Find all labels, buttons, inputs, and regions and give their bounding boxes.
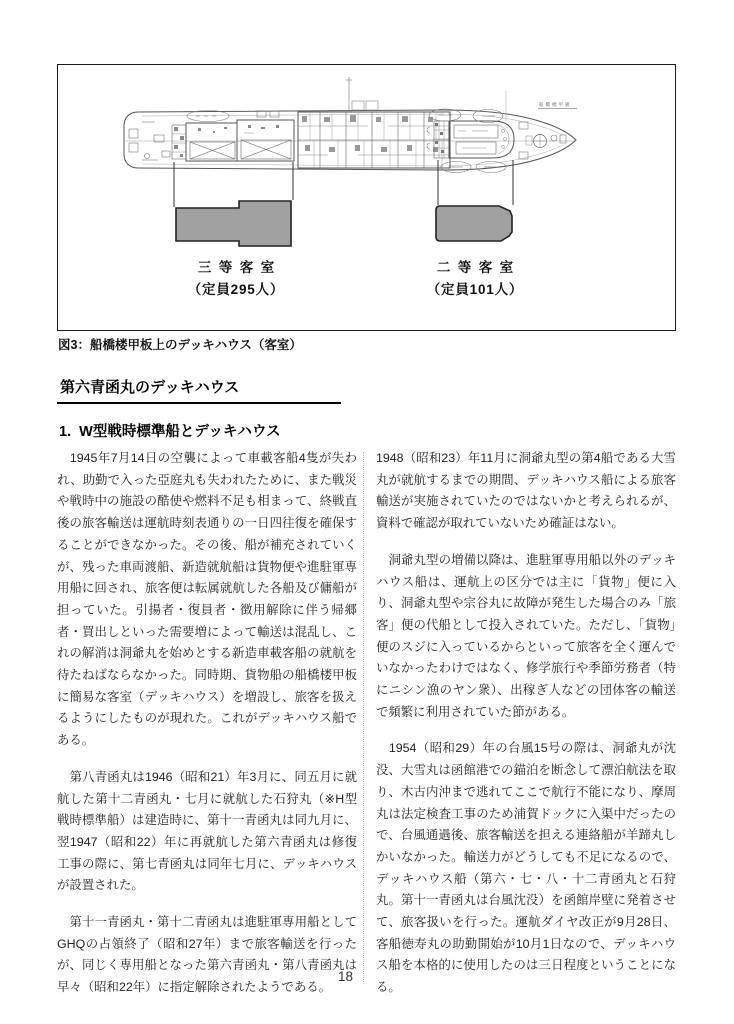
paragraph: 洞爺丸型の増備以降は、進駐軍専用船以外のデッキハウス船は、運航上の区分では主に「貨物」便に入り、洞爺丸型や宗谷丸に故障が発生した場合のみ「旅客」便の代船として投入されていた。ただし、「貨物」便のスジに入っているからといって旅客を全く運んでいなかったわけではなく、修学旅行や季節労務者（特にニシン漁のヤン衆）、出稼ぎ人などの団体客の輸送で頻繁に利用されていた節がある。 bbox=[376, 552, 676, 719]
second-class-cabin-shape bbox=[436, 206, 512, 241]
third-class-title: 三等客室 bbox=[197, 260, 282, 275]
second-class-capacity: （定員101人） bbox=[426, 282, 524, 297]
ship-deck-plan-diagram bbox=[58, 65, 677, 332]
deck-plan-label bbox=[538, 101, 577, 109]
third-class-capacity: （定員295人） bbox=[187, 282, 285, 297]
paragraph: 1948（昭和23）年11月に洞爺丸型の第4船である大雪丸が就航するまでの期間、デッキハウス船による旅客輸送が実施されていたのではないかと考えられるが、資料で確認が取れていないため確証はない。 bbox=[376, 451, 676, 531]
third-class-callout-label bbox=[163, 256, 309, 298]
second-class-callout-label bbox=[407, 256, 543, 298]
page-number: 18 bbox=[338, 969, 354, 984]
second-class-title: 二等客室 bbox=[436, 260, 521, 275]
figure-box bbox=[57, 64, 676, 331]
superstructure-second-class bbox=[427, 121, 514, 158]
paragraph: 1954（昭和29）年の台風15号の際は、洞爺丸が沈没、大雪丸は函館港での錨泊を断念して漂泊航法を取り、木古内沖まで逃れてここで航行不能になり、摩周丸は法定検査工事のため浦賀ドックに入渠中だったので、台風通過後、旅客輸送を担える連絡船が羊蹄丸しかいなかった。輸送力がどうしても不足になるので、デッキハウス船（第六・七・八・十二青函丸と石狩丸。第十一青函丸は台風沈没）を函館岸壁に発着させて、旅客扱いを行った。運航ダイヤ改正が9月28日、客船徳寿丸の助勤開始が10月1日なので、デッキハウス船を本格的に使用したのは三日程度ということになる。 bbox=[376, 741, 676, 995]
right-column bbox=[376, 448, 676, 1014]
left-column bbox=[57, 448, 357, 1014]
figure-caption: 図3：船橋楼甲板上のデッキハウス（客室） bbox=[58, 338, 302, 352]
paragraph: 1945年7月14日の空襲によって車載客船4隻が失われ、助勤で入った亞庭丸も失われたために、また戦災や戦時中の施設の酷使や燃料不足も相まって、終戦直後の旅客輸送は運航時刻表通りの一日四往復を確保することができなかった。その後、船が補充されていくが、残った車両渡船、新造就航船は貨物便や進駐軍専用船に回され、旅客便は転属就航した各船及び傭船が担っていた。引揚者・復員者・徴用解除に伴う帰郷者・買出しといった需要増によって輸送は混乱し、これの解消は洞爺丸を始めとする新造車載客船の就航を待たねばならなかった。同時期、貨物船の船橋楼甲板に簡易な客室（デッキハウス）を増設し、旅客を扱えるようにしたものが現れた。これがデッキハウス船である。 bbox=[57, 451, 357, 748]
paragraph: 第十一青函丸・第十二青函丸は進駐軍専用船としてGHQの占領終了（昭和27年）まで旅客輸送を行ったが、同じく専用船となった第六青函丸・第八青函丸は早々（昭和22年）に指定解除されたようである。 bbox=[57, 915, 357, 995]
superstructure-third-class bbox=[172, 120, 294, 161]
paragraph: 第八青函丸は1946（昭和21）年3月に、同五月に就航した第十二青函丸・七月に就航した石狩丸（※H型戦時標準船）は建造時に、第十一青函丸は同九月に、翌1947（昭和22）年に再就航した第六青函丸は修復工事の際に、第七青函丸は同年七月に、デッキハウスが設置された。 bbox=[57, 769, 357, 893]
section-heading: 第六青函丸のデッキハウス bbox=[57, 376, 341, 404]
midship-deckhouse bbox=[298, 77, 450, 168]
deck-plan-label-text: 船橋楼甲板 bbox=[539, 102, 572, 107]
third-class-cabin-shape bbox=[176, 201, 291, 246]
section-subheading: 1. W型戦時標準船とデッキハウス bbox=[59, 424, 281, 440]
column-divider bbox=[363, 452, 364, 984]
